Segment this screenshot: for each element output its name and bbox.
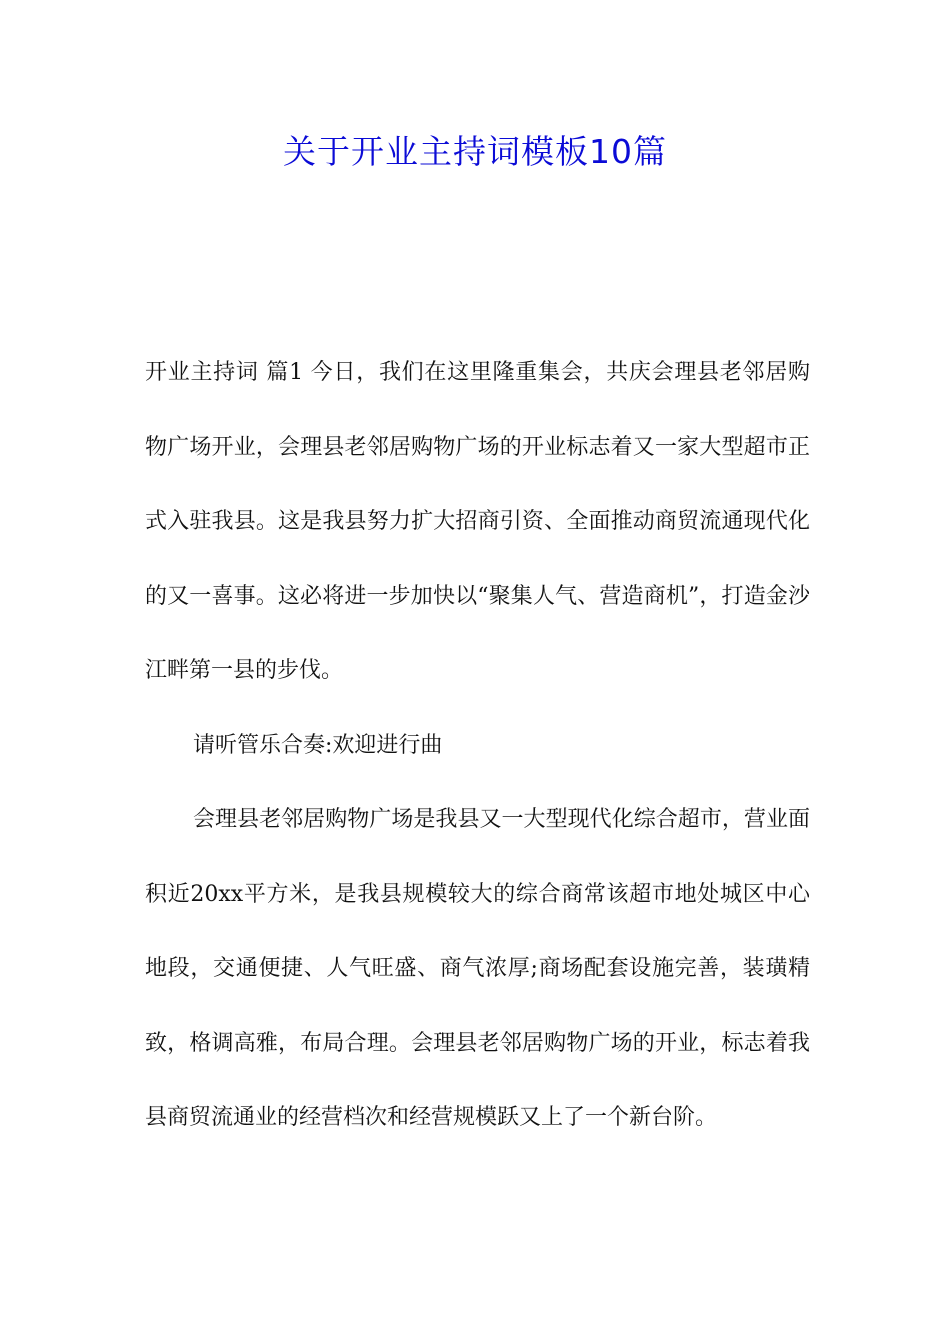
paragraph-intro: 开业主持词 篇1 今日，我们在这里隆重集会，共庆会理县老邻居购物广场开业，会理县老邻居购物广场的开业标志着又一家大型超市正式入驻我县。这是我县努力扩大招商引资、全面推动商贸流通现代化的又一喜事。这必将进一步加快以“聚集人气、营造商机”，打造金沙江畔第一县的步伐。 [145, 360, 810, 683]
document-title: 关于开业主持词模板10篇 [283, 132, 667, 171]
paragraph-music: 请听管乐合奏:欢迎进行曲 [193, 732, 443, 758]
document-body [145, 336, 810, 1156]
paragraph-description: 会理县老邻居购物广场是我县又一大型现代化综合超市，营业面积近20xx平方米，是我县规模较大的综合商常该超市地处城区中心地段，交通便捷、人气旺盛、商气浓厚;商场配套设施完善，装璜精致，格调高雅，布局合理。会理县老邻居购物广场的开业，标志着我县商贸流通业的经营档次和经营规模跃又上了一个新台阶。 [145, 807, 810, 1130]
